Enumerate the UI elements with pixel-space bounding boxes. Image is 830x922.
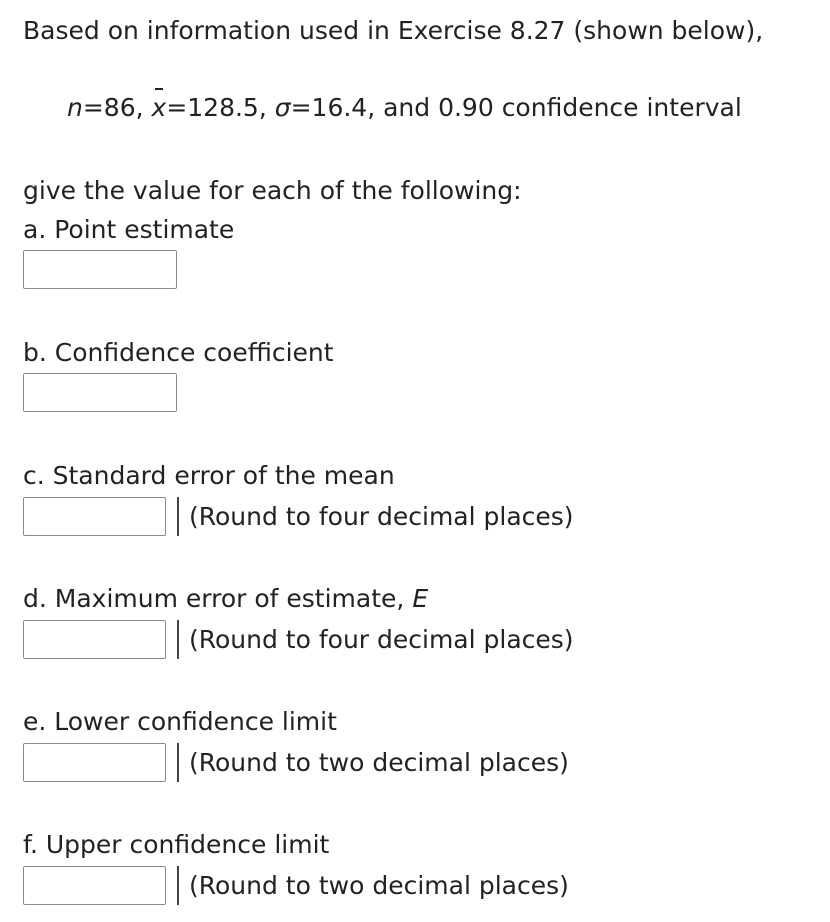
question-d-label-text: d. Maximum error of estimate, <box>23 584 413 613</box>
x-bar-value: =128.5, <box>166 93 275 122</box>
problem-intro: Based on information used in Exercise 8.27 (shown below), <box>23 16 764 45</box>
question-e-label: e. Lower confidence limit <box>23 707 337 736</box>
given-values <box>67 95 742 120</box>
question-f-label: f. Upper confidence limit <box>23 830 330 859</box>
input-divider <box>177 497 179 536</box>
n-variable: n <box>67 93 83 122</box>
rounding-hint: (Round to four decimal places) <box>189 502 574 531</box>
input-divider <box>177 620 179 659</box>
n-value: =86, <box>82 93 152 122</box>
question-a-label: a. Point estimate <box>23 215 235 244</box>
point-estimate-input[interactable] <box>23 250 177 289</box>
confidence-coefficient-input[interactable] <box>23 373 177 412</box>
sigma-value: =16.4, and 0.90 confidence interval <box>290 93 742 122</box>
rounding-hint: (Round to two decimal places) <box>189 871 569 900</box>
rounding-hint: (Round to four decimal places) <box>189 625 574 654</box>
lower-limit-input[interactable] <box>23 743 166 782</box>
e-variable: E <box>412 584 429 613</box>
upper-limit-input[interactable] <box>23 866 166 905</box>
sigma-variable: σ <box>274 93 291 122</box>
input-divider <box>177 866 179 905</box>
rounding-hint: (Round to two decimal places) <box>189 748 569 777</box>
question-c-label: c. Standard error of the mean <box>23 461 395 490</box>
standard-error-input[interactable] <box>23 497 166 536</box>
input-divider <box>177 743 179 782</box>
maximum-error-input[interactable] <box>23 620 166 659</box>
question-d-label <box>23 586 428 611</box>
instruction-text: give the value for each of the following: <box>23 176 522 205</box>
x-bar-variable: x <box>151 93 167 122</box>
question-b-label: b. Confidence coefficient <box>23 338 334 367</box>
